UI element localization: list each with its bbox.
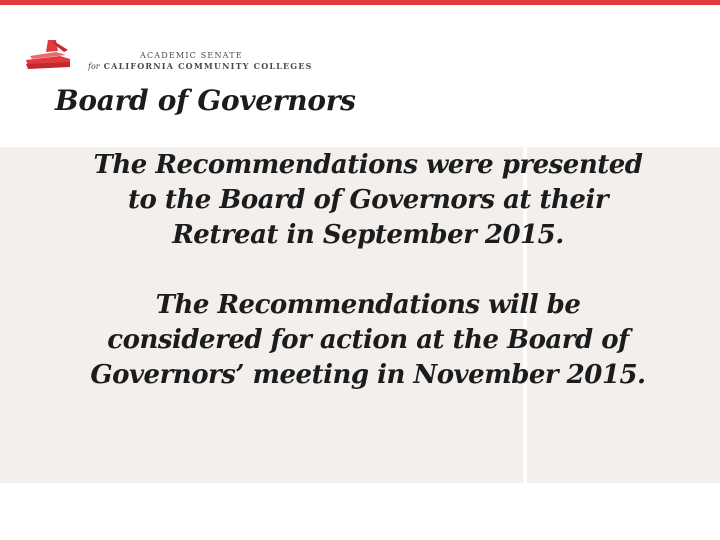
organization-logo-text — [88, 50, 313, 72]
paragraph-november-meeting: The Recommendations will be considered for action at the Board of Governors’ meeting in November 2015. — [90, 290, 646, 390]
logo-line-california-colleges — [88, 61, 313, 72]
logo-line-academic-senate: ACADEMIC SENATE — [140, 51, 243, 60]
slide-title: Board of Governors — [55, 84, 356, 117]
senate-building-icon — [22, 36, 74, 72]
logo-for-word: for — [88, 62, 100, 71]
paragraph-retreat: The Recommendations were presented to the Board of Governors at their Retreat in September 2015. — [93, 150, 643, 250]
slide-body — [88, 148, 648, 393]
logo-org-name: CALIFORNIA COMMUNITY COLLEGES — [103, 61, 313, 71]
top-accent-bar — [0, 0, 720, 5]
